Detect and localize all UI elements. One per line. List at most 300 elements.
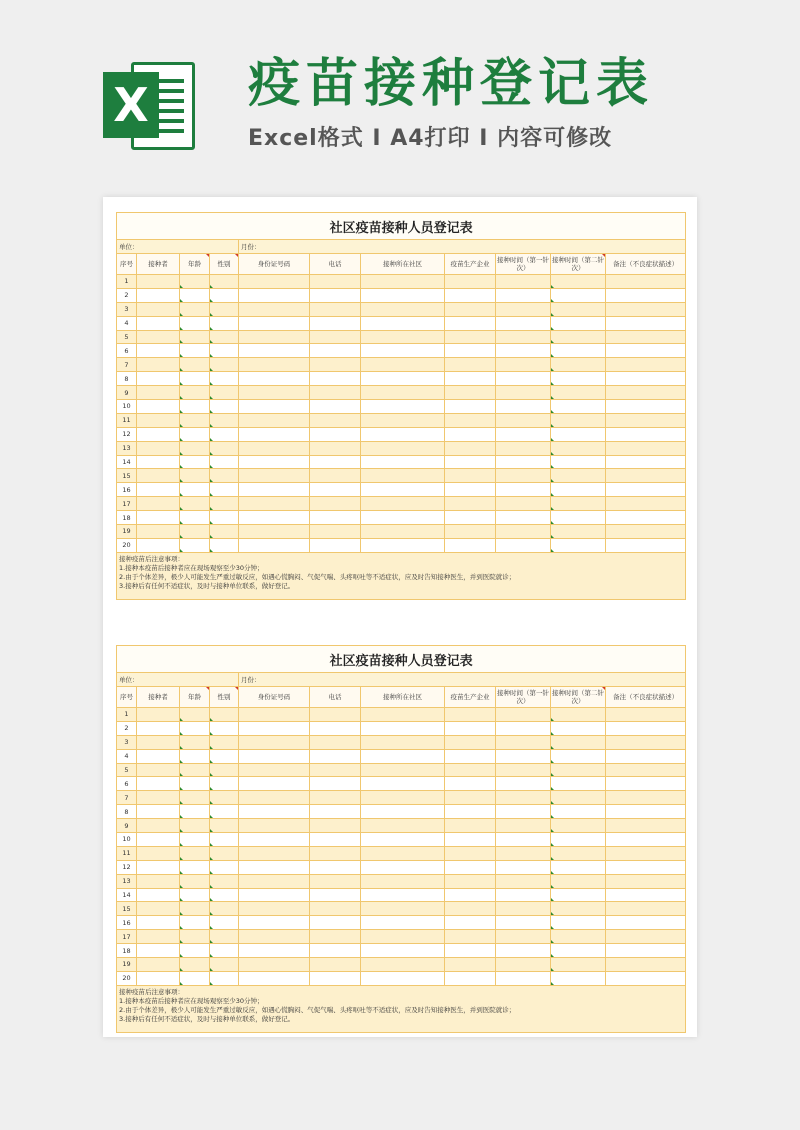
- table-cell[interactable]: [496, 386, 551, 400]
- table-cell[interactable]: [496, 930, 551, 944]
- table-cell[interactable]: [180, 902, 210, 916]
- table-cell[interactable]: [361, 427, 445, 441]
- table-cell[interactable]: [496, 777, 551, 791]
- table-cell[interactable]: [606, 819, 686, 833]
- table-cell[interactable]: [310, 860, 361, 874]
- table-cell[interactable]: [445, 302, 496, 316]
- table-cell[interactable]: [606, 344, 686, 358]
- table-cell[interactable]: [180, 372, 210, 386]
- table-cell[interactable]: [551, 413, 606, 427]
- table-cell[interactable]: [137, 497, 180, 511]
- table-cell[interactable]: [210, 944, 239, 958]
- table-cell[interactable]: [445, 358, 496, 372]
- table-cell[interactable]: [310, 330, 361, 344]
- table-cell[interactable]: [310, 749, 361, 763]
- table-cell[interactable]: [361, 469, 445, 483]
- table-cell[interactable]: [310, 763, 361, 777]
- table-cell[interactable]: [137, 930, 180, 944]
- table-cell[interactable]: [445, 888, 496, 902]
- table-cell[interactable]: [210, 455, 239, 469]
- table-cell[interactable]: [239, 538, 310, 552]
- table-cell[interactable]: [210, 525, 239, 539]
- table-cell[interactable]: [551, 400, 606, 414]
- table-cell[interactable]: [310, 302, 361, 316]
- table-cell[interactable]: [361, 860, 445, 874]
- table-cell[interactable]: [361, 721, 445, 735]
- table-cell[interactable]: [310, 846, 361, 860]
- table-cell[interactable]: [445, 469, 496, 483]
- table-cell[interactable]: [180, 316, 210, 330]
- table-cell[interactable]: [361, 888, 445, 902]
- table-cell[interactable]: [606, 874, 686, 888]
- table-cell[interactable]: [310, 358, 361, 372]
- table-cell[interactable]: [361, 497, 445, 511]
- table-cell[interactable]: [496, 275, 551, 289]
- table-cell[interactable]: [210, 916, 239, 930]
- table-cell[interactable]: [137, 916, 180, 930]
- table-cell[interactable]: [210, 777, 239, 791]
- table-cell[interactable]: [551, 777, 606, 791]
- table-cell[interactable]: [210, 930, 239, 944]
- table-cell[interactable]: [210, 874, 239, 888]
- table-cell[interactable]: [137, 958, 180, 972]
- table-cell[interactable]: [137, 944, 180, 958]
- table-cell[interactable]: [210, 902, 239, 916]
- table-cell[interactable]: [310, 288, 361, 302]
- table-cell[interactable]: [210, 386, 239, 400]
- table-cell[interactable]: [496, 708, 551, 722]
- table-cell[interactable]: [210, 316, 239, 330]
- table-cell[interactable]: [210, 735, 239, 749]
- table-cell[interactable]: [496, 860, 551, 874]
- table-cell[interactable]: [361, 902, 445, 916]
- table-cell[interactable]: [445, 483, 496, 497]
- table-cell[interactable]: [137, 791, 180, 805]
- table-cell[interactable]: [239, 386, 310, 400]
- table-cell[interactable]: [551, 511, 606, 525]
- table-cell[interactable]: [551, 833, 606, 847]
- table-cell[interactable]: [445, 511, 496, 525]
- table-cell[interactable]: [239, 302, 310, 316]
- table-cell[interactable]: [606, 413, 686, 427]
- table-cell[interactable]: [137, 708, 180, 722]
- table-cell[interactable]: [361, 819, 445, 833]
- table-cell[interactable]: [606, 944, 686, 958]
- table-cell[interactable]: [239, 400, 310, 414]
- table-cell[interactable]: [137, 902, 180, 916]
- table-cell[interactable]: [445, 275, 496, 289]
- table-cell[interactable]: [551, 971, 606, 985]
- table-cell[interactable]: [210, 358, 239, 372]
- table-cell[interactable]: [239, 888, 310, 902]
- table-cell[interactable]: [180, 511, 210, 525]
- table-cell[interactable]: [310, 344, 361, 358]
- table-cell[interactable]: [496, 819, 551, 833]
- table-cell[interactable]: [496, 735, 551, 749]
- table-cell[interactable]: [361, 400, 445, 414]
- table-cell[interactable]: [310, 888, 361, 902]
- table-cell[interactable]: [496, 330, 551, 344]
- table-cell[interactable]: [180, 483, 210, 497]
- table-cell[interactable]: [310, 316, 361, 330]
- table-cell[interactable]: [445, 749, 496, 763]
- table-cell[interactable]: [210, 958, 239, 972]
- table-cell[interactable]: [496, 427, 551, 441]
- table-cell[interactable]: [551, 944, 606, 958]
- table-cell[interactable]: [239, 708, 310, 722]
- table-cell[interactable]: [210, 441, 239, 455]
- table-cell[interactable]: [606, 441, 686, 455]
- table-cell[interactable]: [180, 344, 210, 358]
- table-cell[interactable]: [445, 316, 496, 330]
- table-cell[interactable]: [361, 708, 445, 722]
- table-cell[interactable]: [551, 386, 606, 400]
- table-cell[interactable]: [445, 497, 496, 511]
- table-cell[interactable]: [239, 819, 310, 833]
- table-cell[interactable]: [551, 538, 606, 552]
- table-cell[interactable]: [239, 525, 310, 539]
- table-cell[interactable]: [606, 833, 686, 847]
- table-cell[interactable]: [361, 483, 445, 497]
- table-cell[interactable]: [496, 538, 551, 552]
- table-cell[interactable]: [310, 971, 361, 985]
- table-cell[interactable]: [137, 427, 180, 441]
- table-cell[interactable]: [137, 888, 180, 902]
- table-cell[interactable]: [310, 455, 361, 469]
- table-cell[interactable]: [496, 511, 551, 525]
- table-cell[interactable]: [210, 469, 239, 483]
- table-cell[interactable]: [445, 427, 496, 441]
- table-cell[interactable]: [239, 735, 310, 749]
- table-cell[interactable]: [180, 708, 210, 722]
- table-cell[interactable]: [361, 330, 445, 344]
- table-cell[interactable]: [445, 930, 496, 944]
- table-cell[interactable]: [137, 400, 180, 414]
- table-cell[interactable]: [551, 302, 606, 316]
- table-cell[interactable]: [310, 427, 361, 441]
- table-cell[interactable]: [180, 763, 210, 777]
- table-cell[interactable]: [137, 874, 180, 888]
- table-cell[interactable]: [496, 288, 551, 302]
- table-cell[interactable]: [606, 469, 686, 483]
- month-field[interactable]: 月份：: [239, 673, 686, 687]
- table-cell[interactable]: [551, 483, 606, 497]
- table-cell[interactable]: [496, 316, 551, 330]
- table-cell[interactable]: [551, 735, 606, 749]
- table-cell[interactable]: [551, 916, 606, 930]
- table-cell[interactable]: [180, 330, 210, 344]
- table-cell[interactable]: [310, 944, 361, 958]
- table-cell[interactable]: [361, 288, 445, 302]
- table-cell[interactable]: [445, 538, 496, 552]
- table-cell[interactable]: [137, 805, 180, 819]
- table-cell[interactable]: [606, 916, 686, 930]
- table-cell[interactable]: [180, 791, 210, 805]
- table-cell[interactable]: [551, 427, 606, 441]
- table-cell[interactable]: [496, 971, 551, 985]
- table-cell[interactable]: [445, 400, 496, 414]
- table-cell[interactable]: [496, 469, 551, 483]
- table-cell[interactable]: [180, 888, 210, 902]
- table-cell[interactable]: [606, 763, 686, 777]
- table-cell[interactable]: [310, 902, 361, 916]
- table-cell[interactable]: [361, 833, 445, 847]
- table-cell[interactable]: [239, 860, 310, 874]
- unit-field[interactable]: 单位：: [117, 240, 239, 254]
- table-cell[interactable]: [210, 833, 239, 847]
- table-cell[interactable]: [180, 469, 210, 483]
- table-cell[interactable]: [210, 427, 239, 441]
- table-cell[interactable]: [239, 511, 310, 525]
- table-cell[interactable]: [496, 483, 551, 497]
- table-cell[interactable]: [361, 358, 445, 372]
- table-cell[interactable]: [310, 372, 361, 386]
- table-cell[interactable]: [239, 427, 310, 441]
- table-cell[interactable]: [180, 413, 210, 427]
- table-cell[interactable]: [180, 930, 210, 944]
- table-cell[interactable]: [496, 888, 551, 902]
- table-cell[interactable]: [239, 944, 310, 958]
- table-cell[interactable]: [180, 749, 210, 763]
- table-cell[interactable]: [496, 958, 551, 972]
- unit-field[interactable]: 单位：: [117, 673, 239, 687]
- table-cell[interactable]: [180, 916, 210, 930]
- table-cell[interactable]: [180, 455, 210, 469]
- table-cell[interactable]: [551, 791, 606, 805]
- table-cell[interactable]: [180, 302, 210, 316]
- table-cell[interactable]: [210, 538, 239, 552]
- table-cell[interactable]: [180, 846, 210, 860]
- table-cell[interactable]: [445, 288, 496, 302]
- table-cell[interactable]: [606, 888, 686, 902]
- table-cell[interactable]: [239, 372, 310, 386]
- table-cell[interactable]: [310, 708, 361, 722]
- table-cell[interactable]: [606, 372, 686, 386]
- table-cell[interactable]: [445, 344, 496, 358]
- table-cell[interactable]: [137, 275, 180, 289]
- table-cell[interactable]: [496, 455, 551, 469]
- table-cell[interactable]: [239, 971, 310, 985]
- table-cell[interactable]: [606, 497, 686, 511]
- table-cell[interactable]: [445, 735, 496, 749]
- table-cell[interactable]: [606, 455, 686, 469]
- table-cell[interactable]: [551, 441, 606, 455]
- table-cell[interactable]: [239, 721, 310, 735]
- table-cell[interactable]: [137, 538, 180, 552]
- table-cell[interactable]: [310, 874, 361, 888]
- table-cell[interactable]: [445, 971, 496, 985]
- table-cell[interactable]: [551, 805, 606, 819]
- table-cell[interactable]: [445, 330, 496, 344]
- table-cell[interactable]: [210, 511, 239, 525]
- table-cell[interactable]: [551, 358, 606, 372]
- table-cell[interactable]: [137, 483, 180, 497]
- table-cell[interactable]: [606, 721, 686, 735]
- table-cell[interactable]: [551, 469, 606, 483]
- table-cell[interactable]: [180, 944, 210, 958]
- table-cell[interactable]: [361, 916, 445, 930]
- table-cell[interactable]: [361, 455, 445, 469]
- table-cell[interactable]: [210, 805, 239, 819]
- table-cell[interactable]: [606, 400, 686, 414]
- table-cell[interactable]: [239, 958, 310, 972]
- table-cell[interactable]: [361, 763, 445, 777]
- table-cell[interactable]: [239, 497, 310, 511]
- table-cell[interactable]: [180, 819, 210, 833]
- table-cell[interactable]: [445, 874, 496, 888]
- table-cell[interactable]: [239, 749, 310, 763]
- table-cell[interactable]: [137, 860, 180, 874]
- table-cell[interactable]: [180, 400, 210, 414]
- table-cell[interactable]: [496, 302, 551, 316]
- table-cell[interactable]: [496, 344, 551, 358]
- table-cell[interactable]: [310, 735, 361, 749]
- table-cell[interactable]: [210, 708, 239, 722]
- table-cell[interactable]: [210, 275, 239, 289]
- table-cell[interactable]: [310, 400, 361, 414]
- table-cell[interactable]: [606, 708, 686, 722]
- table-cell[interactable]: [239, 316, 310, 330]
- table-cell[interactable]: [137, 288, 180, 302]
- table-cell[interactable]: [551, 525, 606, 539]
- table-cell[interactable]: [210, 749, 239, 763]
- table-cell[interactable]: [445, 708, 496, 722]
- table-cell[interactable]: [496, 944, 551, 958]
- table-cell[interactable]: [210, 400, 239, 414]
- table-cell[interactable]: [180, 441, 210, 455]
- table-cell[interactable]: [606, 735, 686, 749]
- table-cell[interactable]: [180, 721, 210, 735]
- table-cell[interactable]: [361, 538, 445, 552]
- table-cell[interactable]: [137, 441, 180, 455]
- table-cell[interactable]: [239, 469, 310, 483]
- table-cell[interactable]: [606, 358, 686, 372]
- table-cell[interactable]: [361, 441, 445, 455]
- table-cell[interactable]: [606, 511, 686, 525]
- table-cell[interactable]: [310, 413, 361, 427]
- table-cell[interactable]: [180, 275, 210, 289]
- table-cell[interactable]: [551, 288, 606, 302]
- table-cell[interactable]: [551, 874, 606, 888]
- table-cell[interactable]: [606, 971, 686, 985]
- table-cell[interactable]: [361, 944, 445, 958]
- table-cell[interactable]: [445, 763, 496, 777]
- table-cell[interactable]: [310, 930, 361, 944]
- table-cell[interactable]: [551, 902, 606, 916]
- table-cell[interactable]: [210, 372, 239, 386]
- table-cell[interactable]: [361, 735, 445, 749]
- table-cell[interactable]: [137, 344, 180, 358]
- table-cell[interactable]: [210, 763, 239, 777]
- table-cell[interactable]: [361, 749, 445, 763]
- table-cell[interactable]: [137, 302, 180, 316]
- table-cell[interactable]: [496, 749, 551, 763]
- table-cell[interactable]: [239, 846, 310, 860]
- table-cell[interactable]: [239, 483, 310, 497]
- table-cell[interactable]: [180, 538, 210, 552]
- table-cell[interactable]: [496, 400, 551, 414]
- table-cell[interactable]: [445, 944, 496, 958]
- table-cell[interactable]: [361, 805, 445, 819]
- table-cell[interactable]: [496, 721, 551, 735]
- table-cell[interactable]: [210, 888, 239, 902]
- table-cell[interactable]: [180, 958, 210, 972]
- table-cell[interactable]: [137, 330, 180, 344]
- table-cell[interactable]: [210, 483, 239, 497]
- table-cell[interactable]: [445, 525, 496, 539]
- table-cell[interactable]: [239, 358, 310, 372]
- table-cell[interactable]: [210, 413, 239, 427]
- table-cell[interactable]: [606, 791, 686, 805]
- table-cell[interactable]: [606, 316, 686, 330]
- table-cell[interactable]: [137, 316, 180, 330]
- table-cell[interactable]: [496, 441, 551, 455]
- table-cell[interactable]: [239, 275, 310, 289]
- table-cell[interactable]: [445, 372, 496, 386]
- table-cell[interactable]: [210, 846, 239, 860]
- table-cell[interactable]: [606, 777, 686, 791]
- table-cell[interactable]: [551, 846, 606, 860]
- table-cell[interactable]: [445, 441, 496, 455]
- table-cell[interactable]: [239, 288, 310, 302]
- table-cell[interactable]: [445, 860, 496, 874]
- table-cell[interactable]: [180, 874, 210, 888]
- table-cell[interactable]: [239, 902, 310, 916]
- table-cell[interactable]: [137, 735, 180, 749]
- table-cell[interactable]: [310, 497, 361, 511]
- table-cell[interactable]: [239, 777, 310, 791]
- table-cell[interactable]: [137, 455, 180, 469]
- table-cell[interactable]: [445, 833, 496, 847]
- table-cell[interactable]: [551, 275, 606, 289]
- table-cell[interactable]: [496, 791, 551, 805]
- table-cell[interactable]: [551, 455, 606, 469]
- table-cell[interactable]: [210, 344, 239, 358]
- table-cell[interactable]: [310, 721, 361, 735]
- table-cell[interactable]: [239, 916, 310, 930]
- table-cell[interactable]: [361, 316, 445, 330]
- table-cell[interactable]: [137, 511, 180, 525]
- table-cell[interactable]: [137, 833, 180, 847]
- table-cell[interactable]: [496, 805, 551, 819]
- table-cell[interactable]: [137, 413, 180, 427]
- table-cell[interactable]: [445, 455, 496, 469]
- table-cell[interactable]: [310, 275, 361, 289]
- table-cell[interactable]: [361, 302, 445, 316]
- table-cell[interactable]: [180, 427, 210, 441]
- table-cell[interactable]: [361, 275, 445, 289]
- table-cell[interactable]: [361, 777, 445, 791]
- table-cell[interactable]: [606, 275, 686, 289]
- table-cell[interactable]: [180, 386, 210, 400]
- table-cell[interactable]: [310, 386, 361, 400]
- table-cell[interactable]: [361, 846, 445, 860]
- table-cell[interactable]: [180, 288, 210, 302]
- table-cell[interactable]: [137, 763, 180, 777]
- table-cell[interactable]: [551, 344, 606, 358]
- table-cell[interactable]: [445, 958, 496, 972]
- table-cell[interactable]: [551, 497, 606, 511]
- table-cell[interactable]: [210, 288, 239, 302]
- table-cell[interactable]: [496, 358, 551, 372]
- table-cell[interactable]: [445, 386, 496, 400]
- table-cell[interactable]: [551, 708, 606, 722]
- table-cell[interactable]: [180, 358, 210, 372]
- table-cell[interactable]: [137, 469, 180, 483]
- table-cell[interactable]: [551, 888, 606, 902]
- table-cell[interactable]: [210, 330, 239, 344]
- table-cell[interactable]: [210, 791, 239, 805]
